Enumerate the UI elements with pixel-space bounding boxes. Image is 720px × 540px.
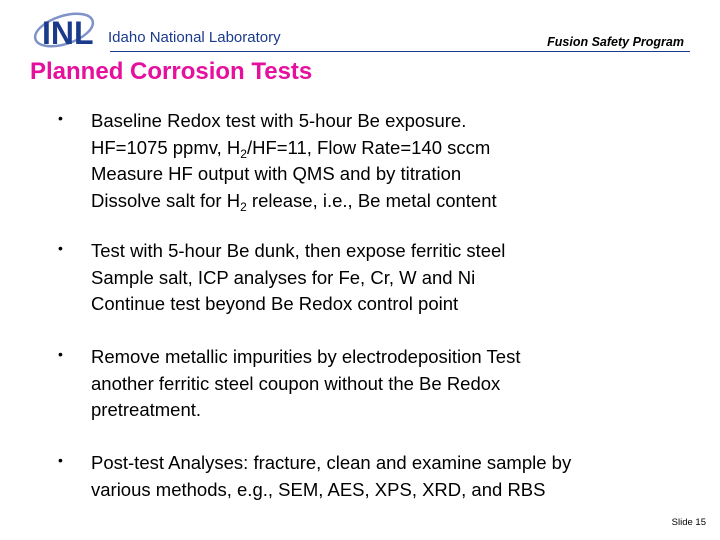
bullet-line: pretreatment. bbox=[91, 399, 202, 420]
program-name: Fusion Safety Program bbox=[547, 35, 684, 49]
bullet-line: Remove metallic impurities by electrodeposition Test bbox=[91, 346, 521, 367]
logo-mark: INL bbox=[42, 15, 94, 51]
bullet-line: Post-test Analyses: fracture, clean and examine sample by bbox=[91, 452, 572, 473]
bullet-line: another ferritic steel coupon without the Be Redox bbox=[91, 372, 501, 394]
bullet-line: Dissolve salt for $H_2$ release, i.e., Be metal content bbox=[91, 189, 497, 214]
bullet-marker: • bbox=[58, 346, 63, 362]
bullet-marker: • bbox=[58, 452, 63, 468]
header-divider bbox=[110, 51, 690, 52]
slide-number: Slide 15 bbox=[671, 517, 706, 528]
bullet-line: Test with 5-hour Be dunk, then expose ferritic steel bbox=[91, 240, 506, 261]
slide-title: Planned Corrosion Tests bbox=[30, 58, 313, 85]
bullet-line: Continue test beyond Be Redox control point bbox=[91, 293, 459, 314]
bullet-line: Measure HF output with QMS and by titration bbox=[91, 163, 462, 184]
bullet-marker: • bbox=[58, 110, 63, 126]
bullet-line: Baseline Redox test with 5-hour Be exposure. bbox=[91, 110, 467, 131]
bullet-line: Sample salt, ICP analyses for Fe, Cr, W and Ni bbox=[91, 266, 476, 288]
bullet-line: HF=1075 ppmv, $H_2/HF=11$, Flow Rate=140 sccm bbox=[91, 136, 491, 161]
logo-subtext: Idaho National Laboratory bbox=[108, 29, 281, 46]
bullet-marker: • bbox=[58, 240, 63, 256]
bullet-line: various methods, e.g., SEM, AES, XPS, XRD, and RBS bbox=[91, 478, 546, 500]
inl-logo bbox=[30, 10, 281, 54]
